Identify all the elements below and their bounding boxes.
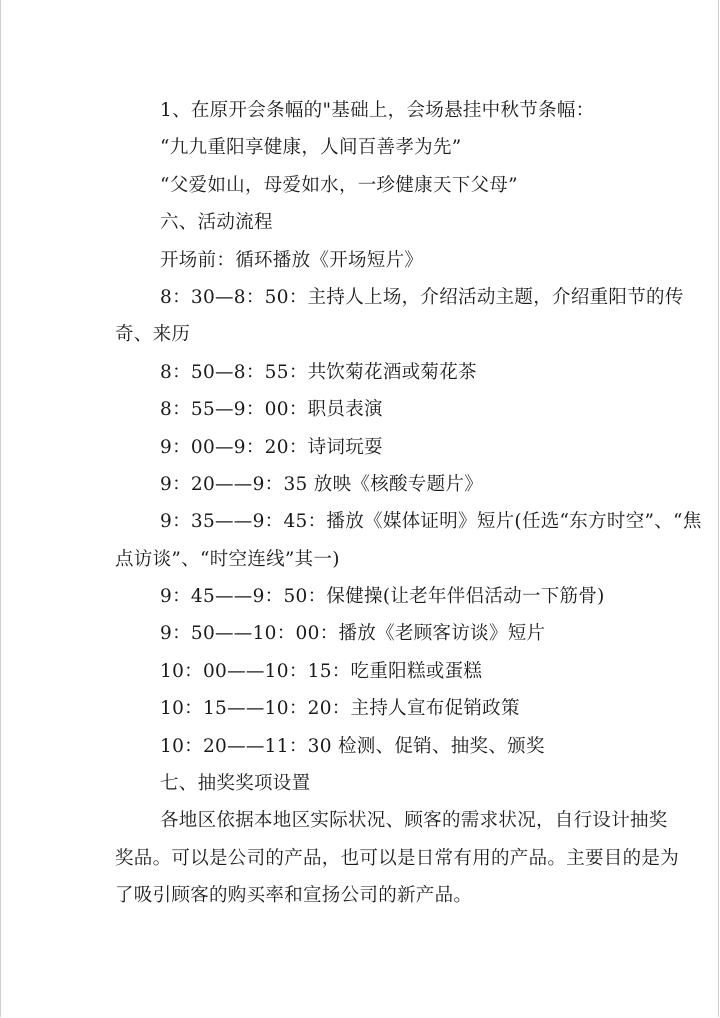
paragraph-line: 了吸引顾客的购买率和宣扬公司的新产品。: [115, 885, 473, 907]
text-line: 1、在原开会条幅的"基础上，会场悬挂中秋节条幅：: [160, 100, 595, 121]
schedule-item: 9：45——9：50：保健操(让老年伴侣活动一下筋骨): [160, 586, 605, 608]
schedule-item: 10：20——11：30 检测、促销、抽奖、颁奖: [160, 735, 545, 757]
schedule-item: 8：30—8：50：主持人上场，介绍活动主题，介绍重阳节的传: [160, 286, 684, 308]
schedule-item-continuation: 奇、来历: [115, 324, 191, 346]
schedule-item: 8：50—8：55：共饮菊花酒或菊花茶: [160, 361, 477, 383]
document-body: [115, 92, 702, 915]
schedule-item: 9：35——9：45：播放《媒体证明》短片(任选“东方时空”、“焦: [160, 511, 702, 533]
schedule-item-continuation: 点访谈”、“时空连线”其一): [115, 548, 340, 570]
paragraph-line: 奖品。可以是公司的产品，也可以是日常有用的产品。主要目的是为: [115, 847, 680, 869]
schedule-item: 9：20——9：35 放映《核酸专题片》: [160, 473, 484, 495]
section-heading: 七、抽奖奖项设置: [160, 773, 311, 795]
section-heading: 六、活动流程: [160, 212, 273, 234]
schedule-item: 10：15——10：20：主持人宣布促销政策: [160, 698, 520, 720]
schedule-item: 9：00—9：20：诗词玩耍: [160, 436, 383, 458]
schedule-item: 10：00——10：15：吃重阳糕或蛋糕: [160, 660, 483, 682]
schedule-item: 9：50——10：00：播放《老顾客访谈》短片: [160, 623, 546, 645]
text-line: 开场前：循环播放《开场短片》: [160, 249, 424, 271]
text-line: “九九重阳享健康，人间百善孝为先”: [160, 137, 462, 159]
schedule-item: 8：55—9：00：职员表演: [160, 399, 383, 421]
text-line: “父爱如山，母爱如水，一珍健康天下父母”: [160, 174, 518, 196]
paragraph-line: 各地区依据本地区实际状况、顾客的需求状况，自行设计抽奖: [160, 810, 668, 832]
